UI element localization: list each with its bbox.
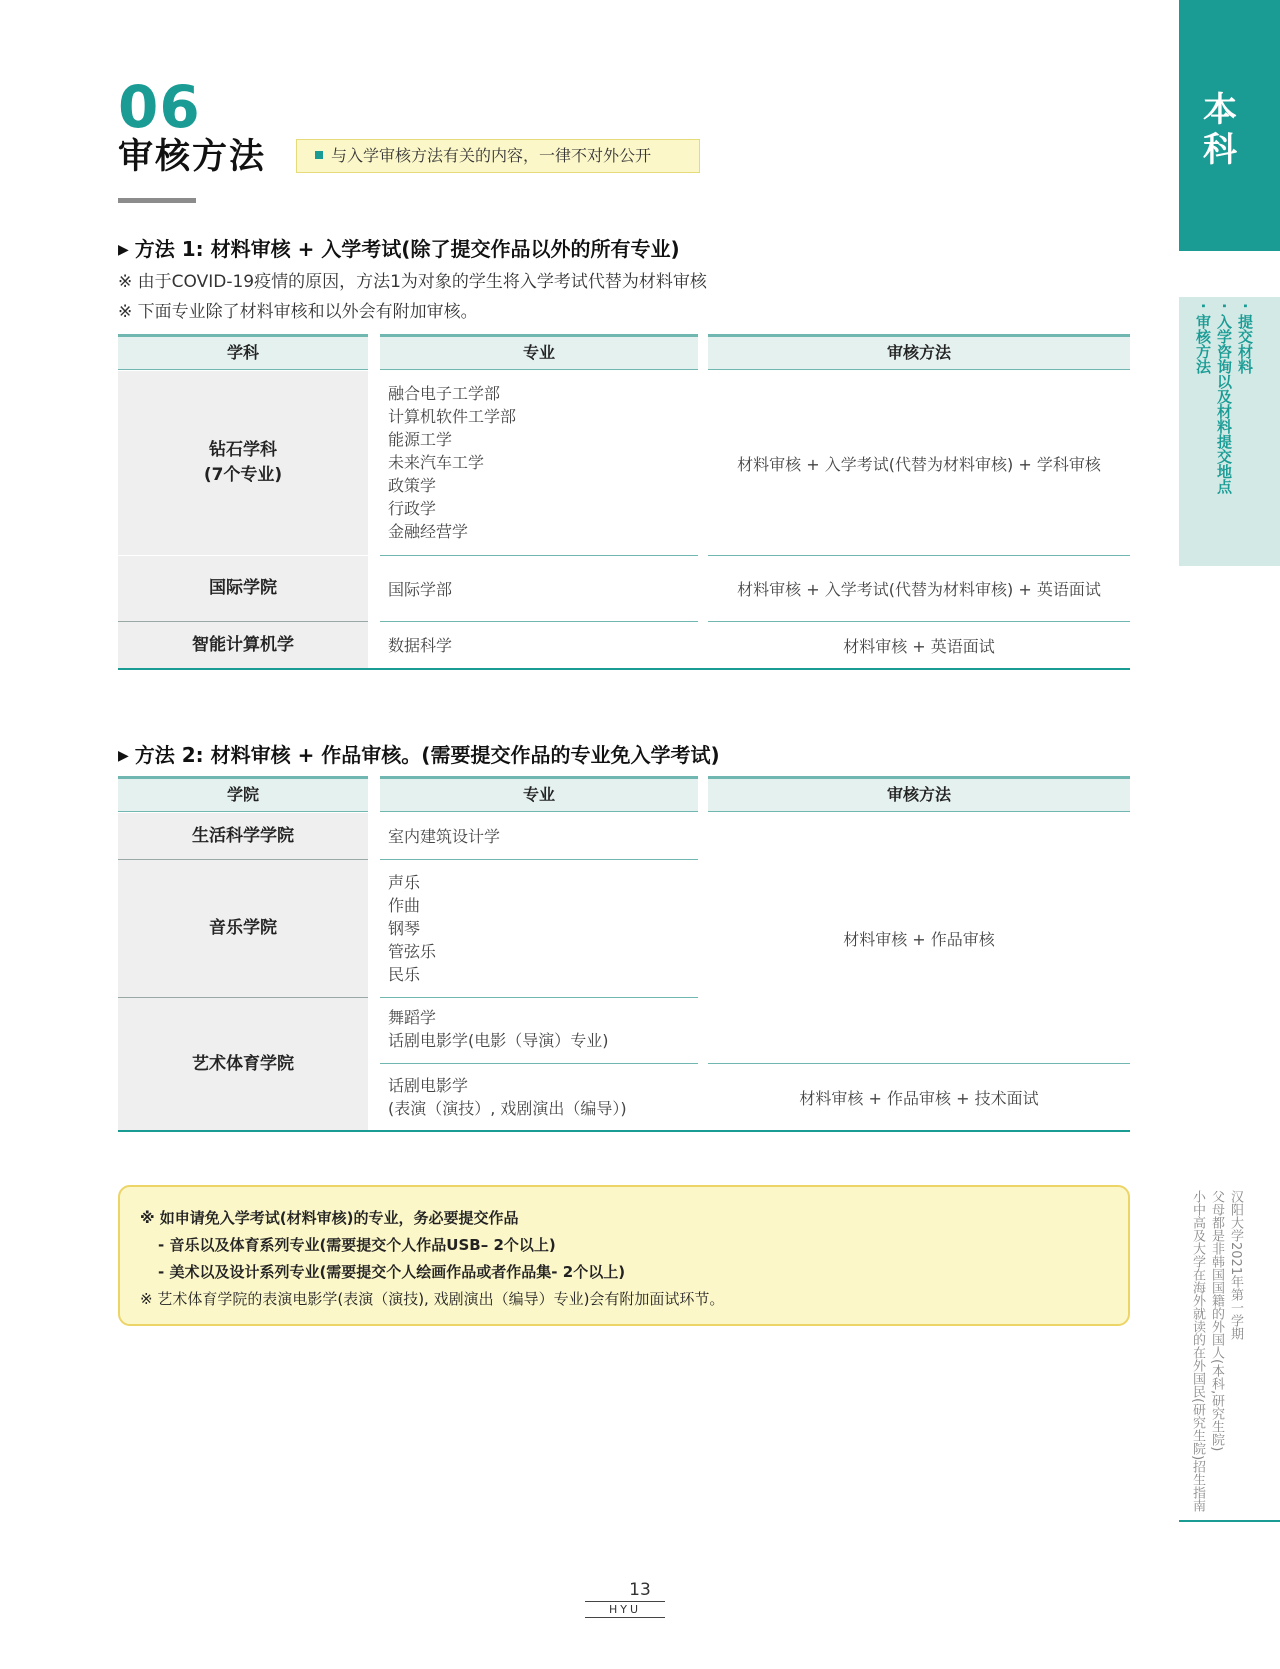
notice-line: ※ 如申请免入学考试(材料审核)的专业，务必要提交作品 <box>140 1209 519 1227</box>
section-number: 06 <box>118 73 201 141</box>
page-number: 13 <box>629 1580 651 1600</box>
header-note <box>296 139 700 173</box>
list-item: 计算机软件工学部 <box>388 407 517 426</box>
table-bottom-rule <box>118 1130 1130 1132</box>
notice-line: ※ 艺术体育学院的表演电影学(表演（演技), 戏剧演出（编导）专业)会有附加面试环节。 <box>140 1290 725 1308</box>
section-title: 审核方法 <box>118 137 267 177</box>
table-header-cell: 审核方法 <box>708 334 1130 370</box>
row-divider <box>380 621 698 622</box>
majors-list <box>380 1074 698 1120</box>
triangle-bullet-icon: ▶ <box>118 242 129 258</box>
list-item: 话剧电影学(电影（导演）专业) <box>388 1031 609 1050</box>
method1-heading-text: 方法 1: 材料审核 + 入学考试(除了提交作品以外的所有专业) <box>134 237 680 261</box>
table-header-cell: 审核方法 <box>708 776 1130 812</box>
table-row-dept <box>118 622 368 668</box>
dept-subtitle: (7个专业) <box>203 465 283 485</box>
title-underline <box>118 198 196 203</box>
method1-note1: ※ 由于COVID-19疫情的原因，方法1为对象的学生将入学考试代替为材料审核 <box>118 272 707 292</box>
list-item: 未来汽车工学 <box>388 453 485 472</box>
list-item: 话剧电影学 <box>388 1076 469 1095</box>
row-divider <box>380 997 698 998</box>
triangle-bullet-icon: ▶ <box>118 748 129 764</box>
list-item: 管弦乐 <box>388 942 437 961</box>
dept-name: 钻石学科 <box>209 440 277 460</box>
list-item: 能源工学 <box>388 430 453 449</box>
list-item: 作曲 <box>388 896 421 915</box>
method2-table <box>118 776 1130 1131</box>
sidebar-vertical-title: 汉阳大学2021年第一学期 父母都是非韩国国籍的外国人(本科,研究生院) 小中高及大学在海外就读的在外国民(研究生院)招生指南 <box>1190 1190 1243 1513</box>
footer-rule <box>585 1601 665 1602</box>
table-row-dept <box>118 860 368 997</box>
method1-note2: ※ 下面专业除了材料审核和以外会有附加审核。 <box>118 302 478 322</box>
majors-list <box>380 634 698 657</box>
table-header-cell: 专业 <box>380 334 698 370</box>
table-header-cell: 学科 <box>118 334 368 370</box>
table-row-dept <box>118 998 368 1131</box>
review-method: 材料审核 + 作品审核 <box>843 929 995 949</box>
method1-table <box>118 334 1130 670</box>
footer-logo: HYU <box>608 1603 642 1616</box>
dept-name: 智能计算机学 <box>192 634 294 655</box>
header-note-text: 与入学审核方法有关的内容，一律不对外公开 <box>331 146 652 165</box>
sidebar-tab-main-label: 本科 <box>1203 90 1237 170</box>
list-item: 钢琴 <box>388 919 421 938</box>
notice-box <box>118 1185 1130 1326</box>
row-divider <box>380 859 698 860</box>
table-header-cell: 学院 <box>118 776 368 812</box>
review-method: 材料审核 + 入学考试(代替为材料审核) + 英语面试 <box>737 580 1101 599</box>
list-item: 国际学部 <box>388 580 453 599</box>
table-row-dept <box>118 813 368 859</box>
method2-heading-text: 方法 2: 材料审核 + 作品审核。(需要提交作品的专业免入学考试) <box>134 743 720 767</box>
square-bullet-icon <box>315 151 323 159</box>
list-item: 行政学 <box>388 499 437 518</box>
list-item: 室内建筑设计学 <box>388 827 501 846</box>
list-item: 融合电子工学部 <box>388 384 501 403</box>
review-method: 材料审核 + 作品审核 + 技术面试 <box>799 1089 1039 1108</box>
list-item: 政策学 <box>388 476 437 495</box>
footer-rule <box>585 1617 665 1618</box>
list-item: (表演（演技）, 戏剧演出（编导）) <box>388 1099 627 1118</box>
review-method: 材料审核 + 入学考试(代替为材料审核) + 学科审核 <box>737 454 1101 474</box>
method1-heading <box>118 239 680 259</box>
majors-list <box>380 578 698 601</box>
dept-name: 艺术体育学院 <box>192 1054 294 1074</box>
majors-list <box>380 382 698 543</box>
sidebar-rule <box>1179 1520 1280 1522</box>
table-row-dept <box>118 371 368 555</box>
list-item: 声乐 <box>388 873 421 892</box>
sidebar-tab-sub-label: · 提交材料 · 入学咨询以及材料提交地点 · 审核方法 <box>1194 303 1254 494</box>
majors-list <box>380 1006 698 1052</box>
table-bottom-rule <box>118 668 1130 670</box>
list-item: 数据科学 <box>388 636 453 655</box>
dept-name: 生活科学学院 <box>192 825 294 846</box>
list-item: 舞蹈学 <box>388 1008 437 1027</box>
table-row-dept <box>118 556 368 621</box>
dept-name: 音乐学院 <box>209 918 277 938</box>
row-divider <box>380 555 698 556</box>
list-item: 金融经营学 <box>388 522 469 541</box>
dept-name: 国际学院 <box>209 578 277 598</box>
majors-list <box>380 871 698 986</box>
method2-heading <box>118 745 720 765</box>
notice-line: - 音乐以及体育系列专业(需要提交个人作品USB– 2个以上) <box>158 1236 556 1254</box>
list-item: 民乐 <box>388 965 421 984</box>
review-method: 材料审核 + 英语面试 <box>843 636 995 656</box>
row-divider <box>380 1063 698 1064</box>
majors-list <box>380 825 698 848</box>
table-header-cell: 专业 <box>380 776 698 812</box>
notice-line: - 美术以及设计系列专业(需要提交个人绘画作品或者作品集- 2个以上) <box>158 1263 626 1281</box>
